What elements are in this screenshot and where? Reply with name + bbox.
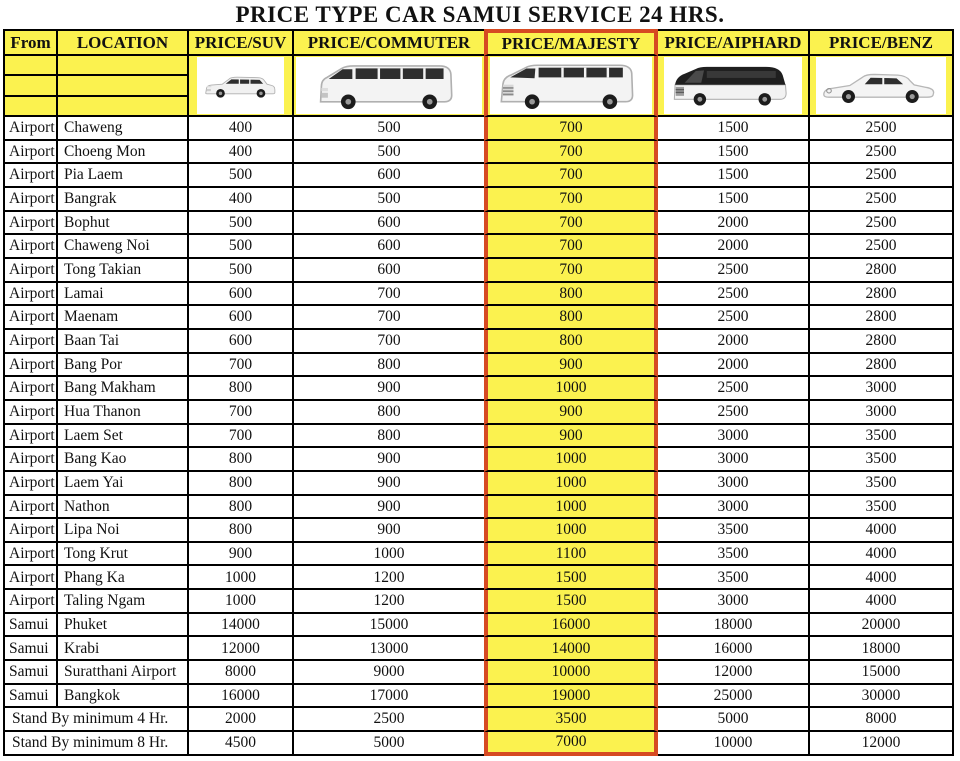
- price-cell-aiphard: 3500: [658, 519, 810, 543]
- grid-subline: [5, 74, 56, 94]
- location-cell: Nathon: [58, 496, 189, 520]
- price-cell-majesty: 1000: [484, 472, 658, 496]
- price-cell-majesty: 700: [484, 164, 658, 188]
- price-cell-commuter: 2500: [294, 708, 484, 732]
- price-cell-benz: 4000: [810, 519, 954, 543]
- price-cell-commuter: 700: [294, 306, 484, 330]
- price-cell-commuter: 700: [294, 330, 484, 354]
- price-cell-majesty: 1000: [484, 496, 658, 520]
- location-cell: Choeng Mon: [58, 141, 189, 165]
- vehicle-cell-commuter: [294, 56, 484, 117]
- location-cell: Pia Laem: [58, 164, 189, 188]
- price-cell-commuter: 500: [294, 117, 484, 141]
- price-table: [3, 29, 954, 756]
- grid-subline: [58, 74, 187, 94]
- price-cell-aiphard: 2500: [658, 401, 810, 425]
- price-cell-majesty: 10000: [484, 661, 658, 685]
- suv-car-image: [197, 57, 284, 114]
- commuter-van-image: [296, 57, 482, 114]
- price-cell-suv: 500: [189, 212, 294, 236]
- price-cell-benz: 2500: [810, 141, 954, 165]
- price-cell-benz: 18000: [810, 637, 954, 661]
- price-cell-commuter: 600: [294, 259, 484, 283]
- location-cell: Laem Set: [58, 425, 189, 449]
- price-cell-benz: 2500: [810, 212, 954, 236]
- price-cell-suv: 800: [189, 519, 294, 543]
- price-cell-commuter: 1200: [294, 566, 484, 590]
- price-cell-suv: 800: [189, 377, 294, 401]
- price-cell-suv: 800: [189, 496, 294, 520]
- price-cell-commuter: 500: [294, 141, 484, 165]
- price-cell-suv: 700: [189, 425, 294, 449]
- from-cell: Samui: [5, 637, 58, 661]
- price-cell-commuter: 600: [294, 212, 484, 236]
- price-cell-suv: 1000: [189, 590, 294, 614]
- location-cell: Bophut: [58, 212, 189, 236]
- price-cell-aiphard: 5000: [658, 708, 810, 732]
- grid-subline: [5, 95, 56, 115]
- price-cell-majesty: 700: [484, 259, 658, 283]
- price-cell-majesty: 700: [484, 188, 658, 212]
- location-cell: Taling Ngam: [58, 590, 189, 614]
- vehicle-cell-benz: [810, 56, 954, 117]
- price-cell-benz: 20000: [810, 614, 954, 638]
- price-cell-aiphard: 3500: [658, 566, 810, 590]
- location-cell: Krabi: [58, 637, 189, 661]
- price-cell-benz: 30000: [810, 685, 954, 709]
- location-cell: Laem Yai: [58, 472, 189, 496]
- price-cell-majesty: 900: [484, 401, 658, 425]
- price-cell-commuter: 1000: [294, 543, 484, 567]
- blank-header-cell-location: [58, 56, 189, 117]
- price-cell-benz: 2800: [810, 354, 954, 378]
- price-cell-suv: 400: [189, 141, 294, 165]
- column-header-aiphard: PRICE/AIPHARD: [658, 29, 810, 56]
- price-cell-commuter: 900: [294, 377, 484, 401]
- from-cell: Samui: [5, 614, 58, 638]
- from-cell: Airport: [5, 330, 58, 354]
- price-cell-suv: 500: [189, 235, 294, 259]
- price-cell-aiphard: 2500: [658, 377, 810, 401]
- price-cell-suv: 600: [189, 306, 294, 330]
- location-cell: Suratthani Airport: [58, 661, 189, 685]
- price-cell-majesty: 1100: [484, 543, 658, 567]
- vehicle-cell-majesty: [484, 56, 658, 117]
- price-cell-majesty: 1000: [484, 377, 658, 401]
- benz-sedan-icon: [816, 57, 946, 114]
- price-cell-suv: 400: [189, 188, 294, 212]
- page-title: PRICE TYPE CAR SAMUI SERVICE 24 HRS.: [235, 2, 725, 27]
- column-header-commuter: PRICE/COMMUTER: [294, 29, 484, 56]
- majesty-van-icon: [490, 57, 652, 114]
- price-cell-majesty: 900: [484, 425, 658, 449]
- price-cell-majesty: 700: [484, 235, 658, 259]
- from-cell: Samui: [5, 685, 58, 709]
- price-cell-benz: 3500: [810, 472, 954, 496]
- price-cell-majesty: 800: [484, 306, 658, 330]
- majesty-van-image: [490, 57, 652, 114]
- price-cell-commuter: 17000: [294, 685, 484, 709]
- price-cell-suv: 12000: [189, 637, 294, 661]
- from-cell: Airport: [5, 117, 58, 141]
- price-cell-aiphard: 3000: [658, 590, 810, 614]
- price-cell-aiphard: 2500: [658, 306, 810, 330]
- blank-header-cell-from: [5, 56, 58, 117]
- price-cell-aiphard: 3500: [658, 543, 810, 567]
- from-cell: Samui: [5, 661, 58, 685]
- price-cell-aiphard: 2000: [658, 330, 810, 354]
- price-cell-commuter: 900: [294, 496, 484, 520]
- price-cell-benz: 3500: [810, 496, 954, 520]
- standby-label: Stand By minimum 8 Hr.: [5, 732, 189, 756]
- price-cell-suv: 500: [189, 259, 294, 283]
- price-cell-aiphard: 25000: [658, 685, 810, 709]
- location-cell: Phuket: [58, 614, 189, 638]
- benz-sedan-image: [816, 57, 946, 114]
- from-cell: Airport: [5, 496, 58, 520]
- location-cell: Lamai: [58, 283, 189, 307]
- price-cell-majesty: 14000: [484, 637, 658, 661]
- location-cell: Hua Thanon: [58, 401, 189, 425]
- price-cell-suv: 8000: [189, 661, 294, 685]
- from-cell: Airport: [5, 425, 58, 449]
- from-cell: Airport: [5, 448, 58, 472]
- location-cell: Chaweng Noi: [58, 235, 189, 259]
- price-cell-benz: 2500: [810, 188, 954, 212]
- price-cell-benz: 15000: [810, 661, 954, 685]
- price-cell-commuter: 600: [294, 235, 484, 259]
- column-header-location: LOCATION: [58, 29, 189, 56]
- price-cell-majesty: 700: [484, 212, 658, 236]
- price-cell-benz: 2800: [810, 259, 954, 283]
- commuter-van-icon: [296, 57, 482, 114]
- price-cell-majesty: 1000: [484, 519, 658, 543]
- price-cell-commuter: 700: [294, 283, 484, 307]
- price-cell-aiphard: 2000: [658, 212, 810, 236]
- price-cell-aiphard: 1500: [658, 117, 810, 141]
- column-header-suv: PRICE/SUV: [189, 29, 294, 56]
- price-cell-majesty: 3500: [484, 708, 658, 732]
- column-header-majesty: PRICE/MAJESTY: [484, 29, 658, 56]
- price-cell-suv: 4500: [189, 732, 294, 756]
- price-cell-aiphard: 12000: [658, 661, 810, 685]
- price-cell-aiphard: 16000: [658, 637, 810, 661]
- price-cell-aiphard: 18000: [658, 614, 810, 638]
- price-cell-benz: 8000: [810, 708, 954, 732]
- price-cell-majesty: 1500: [484, 566, 658, 590]
- price-cell-suv: 600: [189, 330, 294, 354]
- price-cell-aiphard: 2000: [658, 235, 810, 259]
- from-cell: Airport: [5, 519, 58, 543]
- from-cell: Airport: [5, 401, 58, 425]
- price-cell-aiphard: 2500: [658, 259, 810, 283]
- location-cell: Baan Tai: [58, 330, 189, 354]
- price-cell-benz: 12000: [810, 732, 954, 756]
- price-cell-benz: 3500: [810, 425, 954, 449]
- from-cell: Airport: [5, 259, 58, 283]
- from-cell: Airport: [5, 590, 58, 614]
- price-cell-commuter: 500: [294, 188, 484, 212]
- location-cell: Phang Ka: [58, 566, 189, 590]
- location-cell: Maenam: [58, 306, 189, 330]
- grid-subline: [58, 95, 187, 115]
- price-cell-aiphard: 3000: [658, 496, 810, 520]
- location-cell: Bang Kao: [58, 448, 189, 472]
- price-cell-commuter: 13000: [294, 637, 484, 661]
- price-cell-benz: 4000: [810, 566, 954, 590]
- price-cell-aiphard: 1500: [658, 188, 810, 212]
- grid-subline: [58, 56, 187, 74]
- price-cell-benz: 2800: [810, 306, 954, 330]
- vehicle-cell-suv: [189, 56, 294, 117]
- price-cell-suv: 500: [189, 164, 294, 188]
- price-cell-benz: 3000: [810, 401, 954, 425]
- price-cell-suv: 600: [189, 283, 294, 307]
- price-cell-aiphard: 3000: [658, 472, 810, 496]
- column-header-from: From: [5, 29, 58, 56]
- price-cell-commuter: 600: [294, 164, 484, 188]
- price-cell-majesty: 800: [484, 330, 658, 354]
- price-cell-suv: 800: [189, 448, 294, 472]
- price-cell-commuter: 900: [294, 448, 484, 472]
- from-cell: Airport: [5, 566, 58, 590]
- price-cell-suv: 16000: [189, 685, 294, 709]
- from-cell: Airport: [5, 306, 58, 330]
- price-cell-majesty: 1500: [484, 590, 658, 614]
- price-cell-benz: 2500: [810, 235, 954, 259]
- price-cell-benz: 2500: [810, 117, 954, 141]
- from-cell: Airport: [5, 188, 58, 212]
- price-cell-commuter: 800: [294, 401, 484, 425]
- price-cell-suv: 800: [189, 472, 294, 496]
- location-cell: Bangkok: [58, 685, 189, 709]
- from-cell: Airport: [5, 472, 58, 496]
- price-cell-majesty: 19000: [484, 685, 658, 709]
- price-cell-suv: 14000: [189, 614, 294, 638]
- location-cell: Bang Makham: [58, 377, 189, 401]
- price-cell-aiphard: 2000: [658, 354, 810, 378]
- price-cell-suv: 2000: [189, 708, 294, 732]
- price-cell-majesty: 700: [484, 141, 658, 165]
- price-cell-benz: 3000: [810, 377, 954, 401]
- price-cell-commuter: 900: [294, 472, 484, 496]
- price-cell-aiphard: 3000: [658, 425, 810, 449]
- suv-car-icon: [197, 57, 284, 114]
- price-cell-commuter: 9000: [294, 661, 484, 685]
- price-cell-majesty: 700: [484, 117, 658, 141]
- price-cell-aiphard: 1500: [658, 141, 810, 165]
- grid-subline: [5, 56, 56, 74]
- price-cell-benz: 3500: [810, 448, 954, 472]
- location-cell: Tong Takian: [58, 259, 189, 283]
- price-cell-commuter: 800: [294, 425, 484, 449]
- location-cell: Tong Krut: [58, 543, 189, 567]
- price-cell-aiphard: 10000: [658, 732, 810, 756]
- price-cell-benz: 2800: [810, 283, 954, 307]
- price-cell-suv: 900: [189, 543, 294, 567]
- price-cell-commuter: 15000: [294, 614, 484, 638]
- from-cell: Airport: [5, 283, 58, 307]
- location-cell: Bang Por: [58, 354, 189, 378]
- price-cell-commuter: 800: [294, 354, 484, 378]
- price-cell-benz: 2500: [810, 164, 954, 188]
- price-cell-majesty: 800: [484, 283, 658, 307]
- alphard-van-image: [664, 57, 802, 114]
- price-cell-majesty: 16000: [484, 614, 658, 638]
- price-cell-majesty: 7000: [484, 732, 658, 756]
- from-cell: Airport: [5, 212, 58, 236]
- price-cell-commuter: 5000: [294, 732, 484, 756]
- price-cell-commuter: 1200: [294, 590, 484, 614]
- price-cell-benz: 2800: [810, 330, 954, 354]
- price-cell-suv: 400: [189, 117, 294, 141]
- column-header-benz: PRICE/BENZ: [810, 29, 954, 56]
- from-cell: Airport: [5, 543, 58, 567]
- vehicle-cell-aiphard: [658, 56, 810, 117]
- from-cell: Airport: [5, 354, 58, 378]
- from-cell: Airport: [5, 141, 58, 165]
- price-cell-benz: 4000: [810, 590, 954, 614]
- location-cell: Chaweng: [58, 117, 189, 141]
- price-cell-aiphard: 2500: [658, 283, 810, 307]
- from-cell: Airport: [5, 164, 58, 188]
- standby-label: Stand By minimum 4 Hr.: [5, 708, 189, 732]
- price-cell-aiphard: 1500: [658, 164, 810, 188]
- price-cell-suv: 1000: [189, 566, 294, 590]
- price-cell-commuter: 900: [294, 519, 484, 543]
- alphard-van-icon: [664, 57, 802, 114]
- from-cell: Airport: [5, 377, 58, 401]
- price-cell-majesty: 900: [484, 354, 658, 378]
- price-cell-majesty: 1000: [484, 448, 658, 472]
- price-cell-aiphard: 3000: [658, 448, 810, 472]
- price-cell-benz: 4000: [810, 543, 954, 567]
- price-cell-suv: 700: [189, 401, 294, 425]
- price-cell-suv: 700: [189, 354, 294, 378]
- location-cell: Lipa Noi: [58, 519, 189, 543]
- location-cell: Bangrak: [58, 188, 189, 212]
- from-cell: Airport: [5, 235, 58, 259]
